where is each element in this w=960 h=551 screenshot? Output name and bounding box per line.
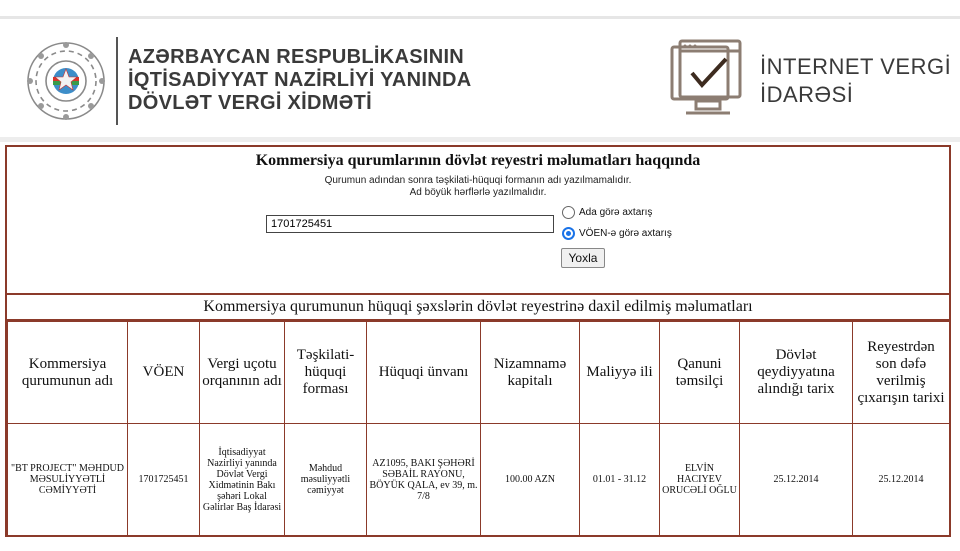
legal-representative-cell: ELVİN HACIYEV ORUCƏLİ OĞLU: [660, 424, 740, 536]
header-divider: [116, 37, 118, 125]
column-header: Maliyyə ili: [580, 322, 660, 424]
legal-address-cell: AZ1095, BAKI ŞƏHƏRİ SƏBAİL RAYONU, BÖYÜK QALA, ev 39, m. 7/8: [367, 424, 481, 536]
voen-search-input[interactable]: [266, 215, 554, 233]
registry-search-panel: [5, 145, 951, 537]
column-header: Reyestrdən son dəfə verilmiş çıxarışın tarixi: [853, 322, 950, 424]
column-header: VÖEN: [128, 322, 200, 424]
tax-office-cell: İqtisadiyyat Nazirliyi yanında Dövlət Vergi Xidmətinin Bakı şəhəri Lokal Gəlirlər Baş İdarəsi: [200, 424, 285, 536]
search-by-voen-label: VÖEN-ə görə axtarış: [579, 228, 672, 239]
registration-date-cell: 25.12.2014: [740, 424, 853, 536]
search-by-name-label: Ada görə axtarış: [579, 207, 653, 218]
legal-form-cell: Məhdud məsuliyyətli cəmiyyət: [285, 424, 367, 536]
state-emblem-icon: [24, 39, 108, 123]
voen-cell: 1701725451: [128, 424, 200, 536]
search-by-name-option[interactable]: [562, 206, 652, 219]
column-header: Dövlət qeydiyyatına alındığı tarix: [740, 322, 853, 424]
fiscal-year-cell: 01.01 - 31.12: [580, 424, 660, 536]
monitor-checkmark-icon: [668, 39, 746, 121]
search-by-name-radio[interactable]: [562, 206, 575, 219]
column-header: Təşkilati-hüquqi forması: [285, 322, 367, 424]
column-header: Hüquqi ünvanı: [367, 322, 481, 424]
column-header: Nizamnamə kapitalı: [481, 322, 580, 424]
portal-title-line-1: İNTERNET VERGİ: [760, 54, 952, 79]
portal-title-line-2: İDARƏSİ: [760, 82, 854, 107]
site-header: [0, 19, 960, 137]
search-by-voen-option[interactable]: [562, 227, 672, 240]
agency-line-2: İQTİSADİYYAT NAZİRLİYİ YANINDA: [128, 69, 472, 91]
charter-capital-cell: 100.00 AZN: [481, 424, 580, 536]
check-button[interactable]: Yoxla: [561, 248, 605, 268]
agency-line-1: AZƏRBAYCAN RESPUBLİKASININ: [128, 46, 465, 68]
search-note-2: Ad böyük hərflərlə yazılmalıdır.: [409, 187, 547, 198]
table-row: [8, 424, 950, 536]
column-header: Vergi uçotu orqanının adı: [200, 322, 285, 424]
results-table: [7, 321, 950, 536]
column-header: Kommersiya qurumunun adı: [8, 322, 128, 424]
portal-title: [760, 53, 951, 109]
company-name-cell: "BT PROJECT" MƏHDUD MƏSULİYYƏTLİ CƏMİYYƏTİ: [8, 424, 128, 536]
search-title: Kommersiya qurumlarının dövlət reyestri məlumatları haqqında: [255, 152, 701, 169]
agency-line-3: DÖVLƏT VERGİ XİDMƏTİ: [128, 92, 372, 114]
results-title: Kommersiya qurumunun hüquqi şəxslərin dövlət reyestrinə daxil edilmiş məlumatları: [7, 293, 949, 321]
header-bottom-bar: [0, 137, 960, 142]
search-by-voen-radio[interactable]: [562, 227, 575, 240]
table-header-row: [8, 322, 950, 424]
last-extract-date-cell: 25.12.2014: [853, 424, 950, 536]
agency-name: [128, 46, 472, 115]
column-header: Qanuni təmsilçi: [660, 322, 740, 424]
search-note-1: Qurumun adından sonra təşkilati-hüquqi formanın adı yazılmamalıdır.: [324, 175, 632, 186]
